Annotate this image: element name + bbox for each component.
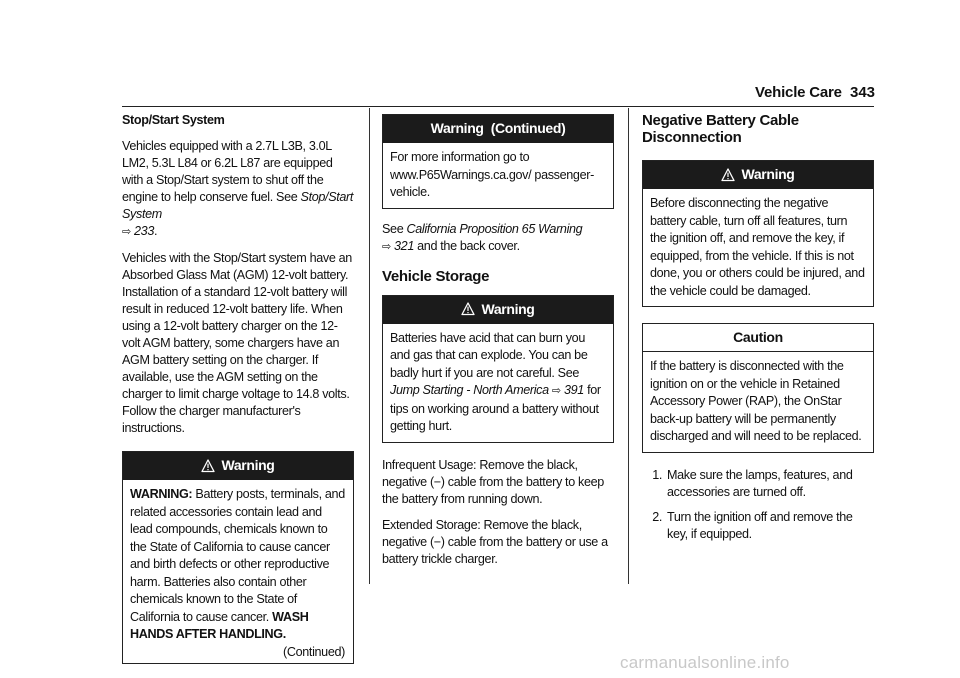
prop65-link[interactable]: California Proposition 65 Warning bbox=[406, 221, 583, 236]
page-number: 343 bbox=[850, 84, 876, 101]
acid-warning-tips: for tips on working around a battery without getting hurt. bbox=[390, 383, 601, 433]
disconnect-warning-title: Warning bbox=[741, 166, 795, 182]
lead-warning-text: Battery posts, terminals, and related accessories contain lead and lead compounds, chemicals known to the State of California to cause cancer and birth defects or other reproductive harm. Batteries also contain other chemicals known to the State of California to cause cancer. bbox=[130, 487, 345, 624]
xref-arrow-icon: ⇨ bbox=[551, 385, 561, 397]
continued-label: (Continued) bbox=[283, 644, 345, 659]
acid-warning-body bbox=[383, 324, 613, 442]
stop-start-link[interactable]: Stop/Start System bbox=[122, 190, 354, 221]
disconnect-warning-box bbox=[642, 160, 874, 307]
step-number: 2. bbox=[652, 509, 662, 524]
see-text: See bbox=[382, 221, 407, 236]
disconnect-steps bbox=[642, 467, 874, 543]
column-3 bbox=[642, 112, 874, 551]
jump-start-link[interactable]: Jump Starting - North America bbox=[390, 383, 549, 397]
column-divider-2 bbox=[628, 108, 629, 584]
step-number: 1. bbox=[652, 467, 662, 482]
disconnect-warning-header bbox=[643, 161, 873, 189]
continued-warning-body: For more information go to www.P65Warnings.ca.gov/ passenger-vehicle. bbox=[390, 150, 594, 199]
continued-warning-title: Warning (Continued) bbox=[430, 120, 566, 136]
lead-warning-body bbox=[123, 480, 353, 663]
column-divider-1 bbox=[369, 108, 370, 584]
warning-triangle-icon bbox=[461, 302, 475, 316]
continued-warning-header bbox=[383, 115, 613, 143]
stop-start-page-ref[interactable]: 233 bbox=[134, 224, 154, 238]
disconnect-warning-body: Before disconnecting the negative battery cable, turn off all features, turn the ignition off, and remove the key, if equipped, from the vehicle. If this is not done, you or others could be injured, and the vehicle could be damaged. bbox=[650, 196, 865, 298]
list-item bbox=[642, 467, 874, 501]
acid-warning-box bbox=[382, 295, 614, 443]
xref-arrow-icon: ⇨ bbox=[122, 226, 131, 238]
warning-triangle-icon bbox=[721, 168, 735, 182]
xref-arrow-icon: ⇨ bbox=[382, 240, 391, 253]
prop65-page-ref[interactable]: 321 bbox=[394, 238, 414, 253]
column-2 bbox=[382, 114, 614, 577]
header-rule bbox=[122, 106, 874, 107]
back-cover-text: and the back cover. bbox=[414, 238, 520, 253]
list-item bbox=[642, 509, 874, 543]
acid-warning-text: Batteries have acid that can burn you and gas that can explode. You can be badly hurt if you are not careful. See bbox=[390, 330, 588, 380]
caution-box bbox=[642, 323, 874, 453]
lead-warning-header bbox=[123, 452, 353, 480]
acid-warning-title: Warning bbox=[481, 300, 535, 317]
prop65-reference bbox=[382, 221, 614, 256]
stop-start-heading: Stop/Start System bbox=[122, 113, 225, 127]
acid-warning-header bbox=[383, 296, 613, 324]
jump-start-page-ref[interactable]: 391 bbox=[563, 383, 584, 397]
step-text: Make sure the lamps, features, and accessories are turned off. bbox=[667, 467, 853, 499]
continued-warning-box bbox=[382, 114, 614, 209]
lead-warning-lead: WARNING: bbox=[130, 487, 193, 501]
extended-storage-paragraph: Extended Storage: Remove the black, negative (−) cable from the battery or use a battery trickle charger. bbox=[382, 517, 608, 566]
vehicle-storage-heading: Vehicle Storage bbox=[382, 267, 490, 285]
step-text: Turn the ignition off and remove the key, if equipped. bbox=[667, 509, 853, 541]
caution-header: Caution bbox=[643, 324, 873, 352]
lead-warning-strong: WASH HANDS AFTER HANDLING. bbox=[130, 609, 309, 641]
negative-cable-heading: Negative Battery Cable Disconnection bbox=[642, 112, 799, 146]
infrequent-usage-paragraph: Infrequent Usage: Remove the black, negative (−) cable from the battery to keep the battery from running down. bbox=[382, 457, 604, 506]
running-header-title: Vehicle Care bbox=[755, 84, 842, 101]
watermark: carmanualsonline.info bbox=[620, 653, 790, 672]
stop-start-period: . bbox=[154, 224, 158, 238]
stop-start-text: Vehicles equipped with a 2.7L L3B, 3.0L LM2, 5.3L L84 or 6.2L L87 are equipped with a Stop/Start system to shut off the engine to help conserve fuel. See bbox=[122, 139, 333, 204]
column-1 bbox=[122, 112, 354, 674]
lead-warning-title: Warning bbox=[221, 457, 275, 473]
stop-start-paragraph bbox=[122, 138, 354, 241]
agm-paragraph: Vehicles with the Stop/Start system have an Absorbed Glass Mat (AGM) 12-volt battery. Installation of a standard 12-volt battery will result in reduced 12-volt battery life. When using a 12-volt battery charger on the 12-volt AGM battery, some chargers have an AGM battery setting on the charger. If available, use the AGM setting on the charger to limit charge voltage to 14.8 volts. Follow the charger manufacturer's instructions. bbox=[122, 251, 352, 435]
caution-body: If the battery is disconnected with the ignition on or the vehicle in Retained Accessory Power (RAP), the OnStar back-up battery will be permanently discharged and will need to be replaced. bbox=[650, 359, 862, 443]
warning-triangle-icon bbox=[201, 459, 215, 473]
lead-warning-box bbox=[122, 451, 354, 664]
